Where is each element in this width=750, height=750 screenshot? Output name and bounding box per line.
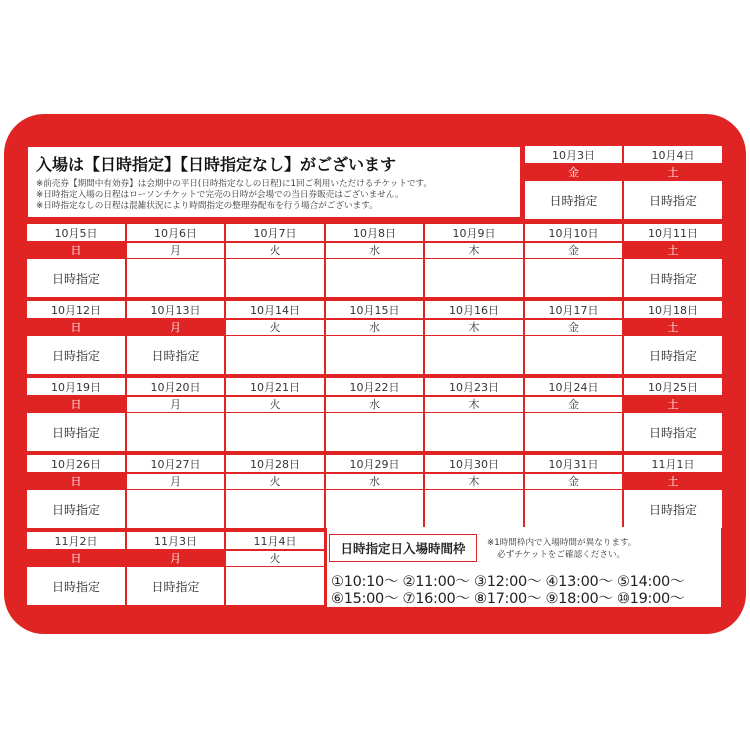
day-weekday: 日: [27, 397, 125, 412]
time-slot-panel: [327, 527, 721, 607]
day-weekday: 火: [226, 320, 324, 335]
day-weekday: 木: [425, 474, 523, 489]
day-weekday: 月: [127, 243, 224, 258]
day-weekday: 木: [425, 397, 523, 412]
day-body: 日時指定: [27, 336, 125, 374]
day-date: 10月18日: [624, 301, 722, 318]
time-slot-note-1: ※1時間枠内で入場時間が異なります。: [487, 538, 637, 548]
day-body: [425, 413, 523, 451]
day-date: 10月13日: [127, 301, 224, 318]
day-body: [226, 567, 324, 605]
header-note-3: ※日時指定なしの日程は混雑状況により時間指定の整理券配布を行う場合がございます。: [36, 201, 378, 211]
day-body: [425, 336, 523, 374]
day-date: 10月4日: [624, 146, 722, 163]
day-body: [326, 490, 423, 528]
day-body: [525, 413, 622, 451]
day-body: 日時指定: [624, 181, 722, 219]
day-body: [326, 336, 423, 374]
day-weekday: 月: [127, 397, 224, 412]
day-date: 10月14日: [226, 301, 324, 318]
day-date: 10月19日: [27, 378, 125, 395]
day-weekday: 水: [326, 243, 423, 258]
day-date: 10月30日: [425, 455, 523, 472]
day-body: [525, 259, 622, 297]
day-weekday: 水: [326, 320, 423, 335]
day-body: 日時指定: [525, 181, 622, 219]
day-weekday: 金: [525, 165, 622, 180]
day-weekday: 木: [425, 320, 523, 335]
day-date: 10月25日: [624, 378, 722, 395]
day-body: [127, 490, 224, 528]
day-date: 10月16日: [425, 301, 523, 318]
day-date: 10月27日: [127, 455, 224, 472]
header-title: 入場は【日時指定】【日時指定なし】がございます: [36, 155, 397, 174]
day-date: 11月1日: [624, 455, 722, 472]
day-body: [326, 413, 423, 451]
day-weekday: 日: [27, 320, 125, 335]
day-body: 日時指定: [624, 259, 722, 297]
day-body: 日時指定: [624, 413, 722, 451]
day-body: [127, 413, 224, 451]
day-body: 日時指定: [27, 567, 125, 605]
day-date: 10月29日: [326, 455, 423, 472]
day-body: [226, 413, 324, 451]
day-date: 10月20日: [127, 378, 224, 395]
day-date: 10月28日: [226, 455, 324, 472]
day-date: 10月9日: [425, 224, 523, 241]
day-weekday: 金: [525, 243, 622, 258]
time-slot-title: 日時指定日入場時間枠: [329, 534, 477, 562]
day-date: 10月7日: [226, 224, 324, 241]
day-body: [226, 336, 324, 374]
day-body: [525, 336, 622, 374]
day-date: 10月11日: [624, 224, 722, 241]
info-header: [27, 146, 521, 218]
day-body: [226, 259, 324, 297]
day-weekday: 日: [27, 551, 125, 566]
day-weekday: 月: [127, 320, 224, 335]
day-date: 10月8日: [326, 224, 423, 241]
day-date: 11月2日: [27, 532, 125, 549]
day-date: 10月10日: [525, 224, 622, 241]
day-weekday: 土: [624, 474, 722, 489]
day-body: 日時指定: [624, 490, 722, 528]
day-body: [425, 259, 523, 297]
day-weekday: 土: [624, 320, 722, 335]
day-date: 10月23日: [425, 378, 523, 395]
day-date: 10月3日: [525, 146, 622, 163]
day-date: 10月5日: [27, 224, 125, 241]
day-weekday: 金: [525, 397, 622, 412]
header-note-1: ※前売券【期間中有効券】は会期中の平日(日時指定なしの日程)に1回ご利用いただけるチケットです。: [36, 179, 433, 189]
day-weekday: 土: [624, 243, 722, 258]
day-date: 10月17日: [525, 301, 622, 318]
day-weekday: 水: [326, 397, 423, 412]
time-slot-line-1: ①10:10～ ②11:00～ ③12:00～ ④13:00～ ⑤14:00～: [331, 574, 685, 590]
time-slot-line-2: ⑥15:00～ ⑦16:00～ ⑧17:00～ ⑨18:00～ ⑩19:00～: [331, 591, 685, 607]
day-weekday: 日: [27, 243, 125, 258]
day-body: [226, 490, 324, 528]
day-date: 10月26日: [27, 455, 125, 472]
day-body: 日時指定: [127, 336, 224, 374]
day-date: 10月24日: [525, 378, 622, 395]
day-weekday: 土: [624, 165, 722, 180]
day-date: 10月31日: [525, 455, 622, 472]
day-date: 10月12日: [27, 301, 125, 318]
day-weekday: 金: [525, 474, 622, 489]
day-body: [326, 259, 423, 297]
day-weekday: 木: [425, 243, 523, 258]
day-weekday: 金: [525, 320, 622, 335]
day-date: 11月3日: [127, 532, 224, 549]
day-weekday: 土: [624, 397, 722, 412]
day-body: 日時指定: [27, 259, 125, 297]
time-slot-note-2: 必ずチケットをご確認ください。: [497, 550, 626, 560]
day-body: [525, 490, 622, 528]
day-body: 日時指定: [624, 336, 722, 374]
day-date: 10月22日: [326, 378, 423, 395]
day-date: 11月4日: [226, 532, 324, 549]
day-weekday: 水: [326, 474, 423, 489]
day-date: 10月6日: [127, 224, 224, 241]
day-body: 日時指定: [127, 567, 224, 605]
day-body: 日時指定: [27, 413, 125, 451]
day-weekday: 火: [226, 397, 324, 412]
day-body: 日時指定: [27, 490, 125, 528]
day-weekday: 日: [27, 474, 125, 489]
day-weekday: 火: [226, 474, 324, 489]
day-body: [425, 490, 523, 528]
day-weekday: 月: [127, 474, 224, 489]
day-body: [127, 259, 224, 297]
day-weekday: 火: [226, 243, 324, 258]
time-slot-notes: [487, 537, 636, 561]
day-date: 10月21日: [226, 378, 324, 395]
day-date: 10月15日: [326, 301, 423, 318]
day-weekday: 月: [127, 551, 224, 566]
day-weekday: 火: [226, 551, 324, 566]
header-note-2: ※日時指定入場の日程はローソンチケットで完売の日時が会場での当日券販売はございません。: [36, 190, 404, 200]
